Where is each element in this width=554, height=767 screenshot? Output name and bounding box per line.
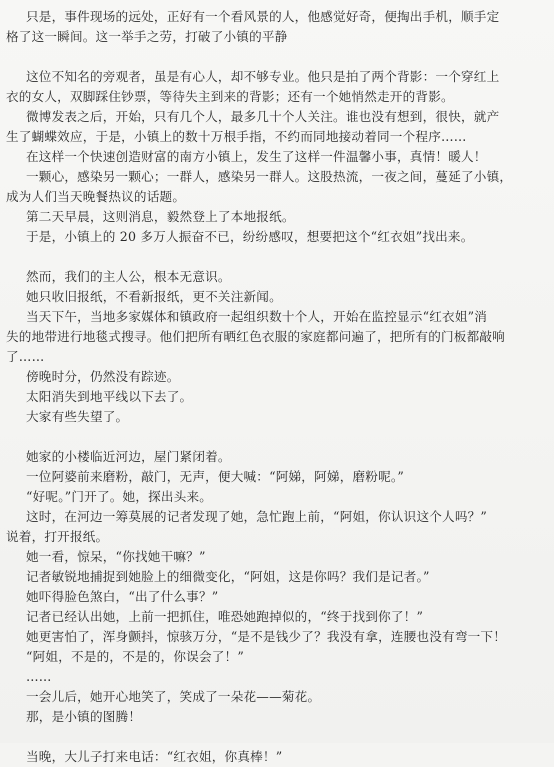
- text-line: 记者已经认出她，上前一把抓住，唯恐她跑掉似的，“终于找到你了！”: [26, 609, 424, 624]
- paragraph-gap: [6, 47, 544, 67]
- text-line: 她更害怕了，浑身颤抖，惊骇万分，“是不是钱少了？我没有拿，连腰也没有弯一下！: [26, 629, 507, 644]
- text-line: 一位阿婆前来磨粉，敲门，无声，便大喊：“阿娣，阿娣，磨粉呢。”: [26, 469, 404, 484]
- paragraph-gap: [6, 727, 544, 747]
- text-line: 说着，打开报纸。: [6, 529, 109, 544]
- text-line: 她一看，惊呆，“你找她干嘛？”: [26, 549, 206, 564]
- text-line: 一颗心，感染另一颗心；一群人，感染另一群人。这股热流，一夜之间，蔓延了小镇，: [26, 169, 513, 184]
- text-line: 当晚，大儿子打来电话：“红衣姐，你真棒！”: [26, 749, 283, 764]
- text-line: 太阳消失到地平线以下去了。: [26, 389, 193, 404]
- text-line: 她家的小楼临近河边，屋门紧闭着。: [26, 449, 231, 464]
- text-line: 一会儿后，她开心地笑了，笑成了一朵花——菊花。: [26, 689, 321, 704]
- text-line: 成为人们当天晚餐热议的话题。: [6, 189, 186, 204]
- text-line: 衣的女人，双脚踩住钞票，等待失主到来的背影；还有一个她悄然走开的背影。: [6, 89, 454, 104]
- article-body: [6, 7, 544, 767]
- paragraph-gap: [6, 427, 544, 447]
- paragraph-gap: [6, 247, 544, 267]
- text-line: 生了蝴蝶效应，于是，小镇上的数十万根手指，不约而同地接动着同一个程序……: [6, 129, 467, 144]
- text-line: 第二天早晨，这则消息，毅然登上了本地报纸。: [26, 209, 295, 224]
- text-line: 在这样一个快速创造财富的南方小镇上，发生了这样一件温馨小事，真情！暖人！: [26, 149, 487, 164]
- text-line: 于是，小镇上的 20 多万人振奋不已，纷纷感叹，想要把这个“红衣姐”找出来。: [26, 229, 474, 244]
- text-line: 格了这一瞬间。这一举手之劳，打破了小镇的平静: [6, 29, 288, 44]
- text-line: 那，是小镇的图腾！: [26, 709, 142, 724]
- text-line: 只是，事件现场的远处，正好有一个看风景的人，他感觉好奇，便掏出手机，顺手定: [26, 9, 500, 24]
- text-line: 微博发表之后，开始，只有几个人，最多几十个人关注。谁也没有想到，很快，就产: [26, 109, 500, 124]
- text-line: 她只收旧报纸，不看新报纸，更不关注新闻。: [26, 289, 282, 304]
- text-line: 这位不知名的旁观者，虽是有心人，却不够专业。他只是拍了两个背影：一个穿红上: [26, 69, 500, 84]
- text-line: 失的地带进行地毯式搜寻。他们把所有晒红色衣服的家庭都问遍了，把所有的门板都敲响: [6, 329, 505, 344]
- text-line: 记者敏锐地捕捉到她脸上的细微变化，“阿姐，这是你吗？我们是记者。”: [26, 569, 430, 584]
- text-line: 傍晚时分，仍然没有踪迹。: [26, 369, 180, 384]
- text-line: “好呢。”门开了。她，探出头来。: [26, 489, 213, 504]
- text-line: ……: [26, 669, 52, 684]
- text-line: “阿姐，不是的，不是的，你误会了！”: [26, 649, 244, 664]
- text-line: 当天下午，当地多家媒体和镇政府一起组织数十个人，开始在监控显示“红衣姐”消: [26, 309, 488, 324]
- text-line: 这时，在河边一筹莫展的记者发现了她，急忙跑上前，“阿姐，你认识这个人吗？”: [26, 509, 488, 524]
- text-line: 大家有些失望了。: [26, 409, 129, 424]
- text-line: 她吓得脸色煞白，“出了什么事？”: [26, 589, 219, 604]
- text-line: 了……: [6, 349, 45, 364]
- text-line: 然而，我们的主人公，根本无意识。: [26, 269, 231, 284]
